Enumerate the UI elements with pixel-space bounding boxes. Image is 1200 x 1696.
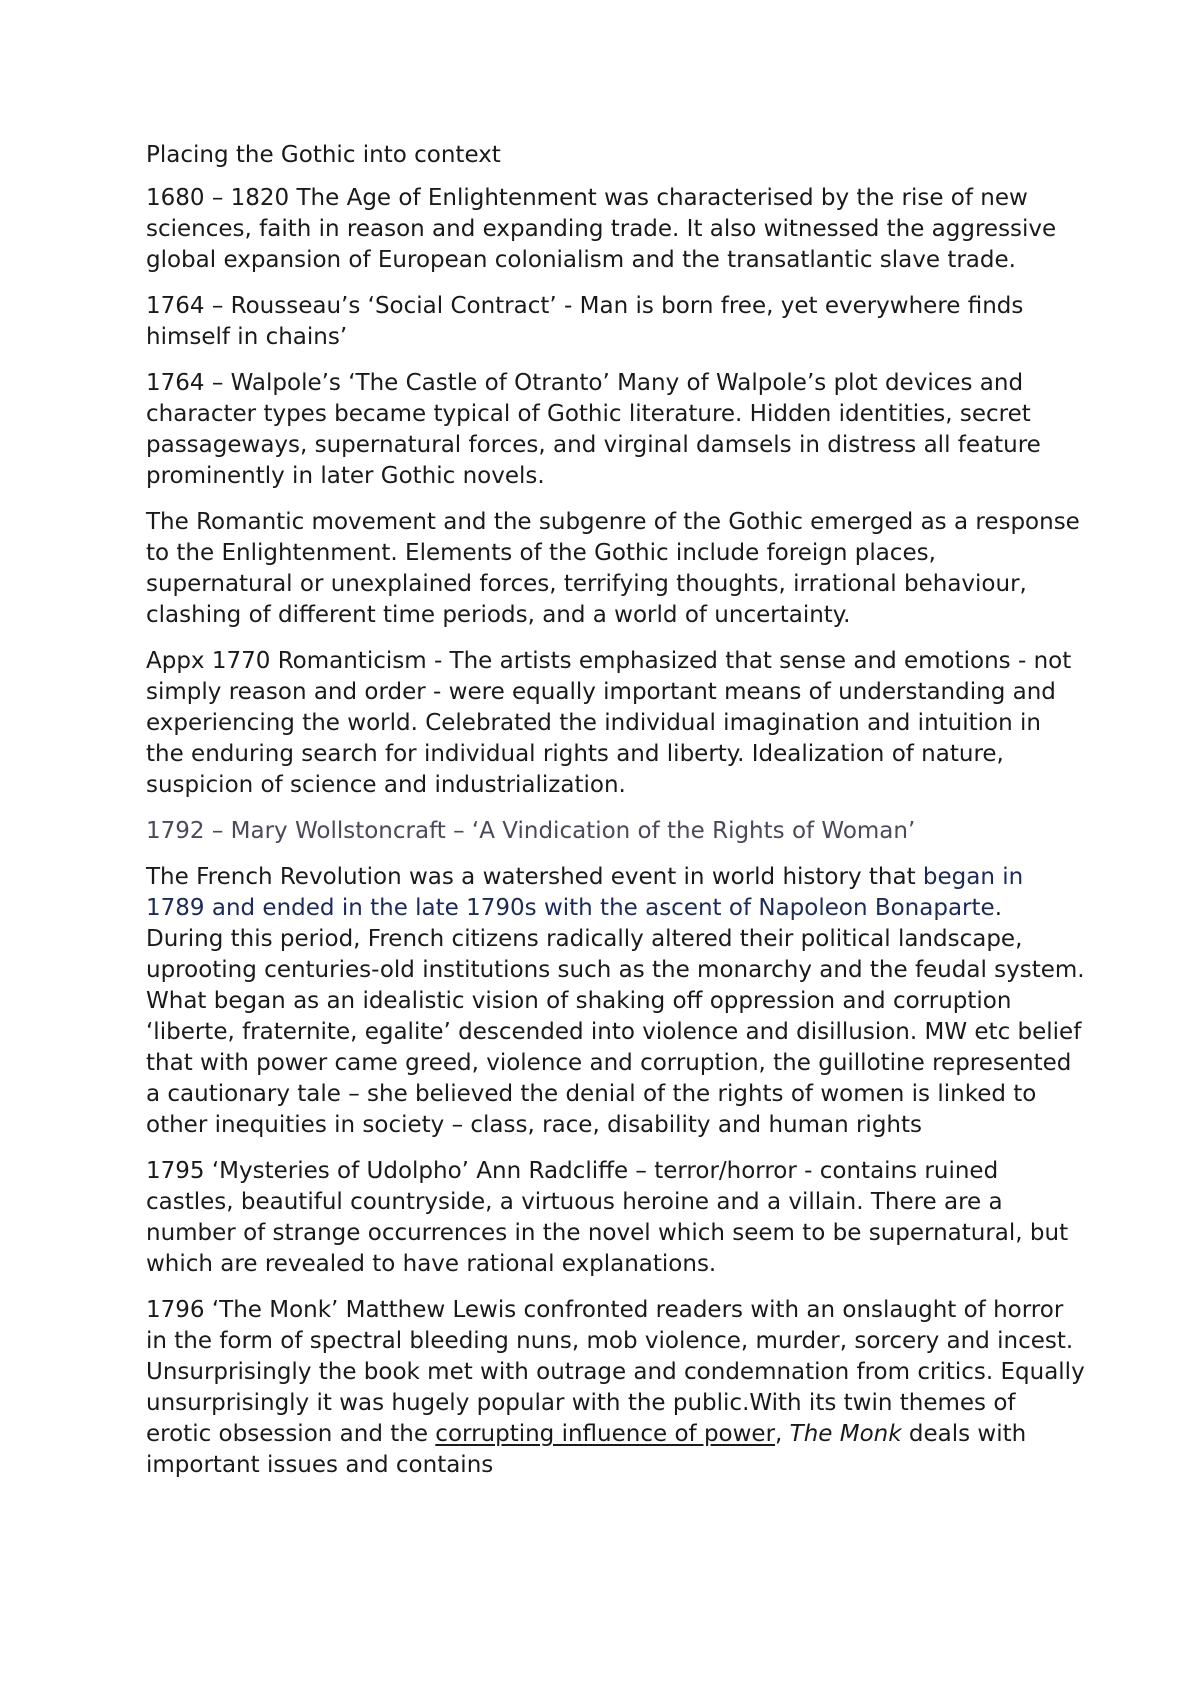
paragraph-rousseau: 1764 – Rousseau’s ‘Social Contract’ - Man is born free, yet everywhere finds himself in chains’ <box>146 293 1024 350</box>
the-monk-text-3: deals with important issues and contains <box>146 1421 1027 1478</box>
paragraph-wollstonecraft: 1792 – Mary Wollstoncraft – ‘A Vindication of the Rights of Woman’ <box>146 818 916 844</box>
document-page <box>146 140 1086 1496</box>
paragraph-enlightenment: 1680 – 1820 The Age of Enlightenment was characterised by the rise of new sciences, faith in reason and expanding trade. It also witnessed the aggressive global expansion of European colonialism and the transatlantic slave trade. <box>146 185 1057 273</box>
paragraph-romanticism: Appx 1770 Romanticism - The artists emphasized that sense and emotions - not simply reason and order - were equally important means of understanding and experiencing the world. Celebrated the individual imagination and intuition in the enduring search for individual rights and liberty. Idealization of nature, suspicion of science and industrialization. <box>146 648 1072 798</box>
the-monk-text-1: 1796 ‘The Monk’ Matthew Lewis confronted readers with an onslaught of horror in the form of spectral bleeding nuns, mob violence, murder, sorcery and incest. Unsurprisingly the book met with outrage and condemnation from critics. Equally unsurprisingly it was hugely popular with the public.With its twin themes of erotic obsession and the <box>146 1297 1085 1447</box>
paragraph-udolpho: 1795 ‘Mysteries of Udolpho’ Ann Radcliffe – terror/horror - contains ruined castles, beautiful countryside, a virtuous heroine and a villain. There are a number of strange occurrences in the novel which seem to be supernatural, but which are revealed to have rational explanations. <box>146 1158 1069 1277</box>
french-revolution-text-1: The French Revolution was a watershed event in world history that <box>146 864 923 890</box>
paragraph-romantic-movement: The Romantic movement and the subgenre of the Gothic emerged as a response to the Enlightenment. Elements of the Gothic include foreign places, supernatural or unexplained forces, terrifying thoughts, irrational behaviour, clashing of different time periods, and a world of uncertainty. <box>146 509 1080 628</box>
paragraph-walpole: 1764 – Walpole’s ‘The Castle of Otranto’ Many of Walpole’s plot devices and character types became typical of Gothic literature. Hidden identities, secret passageways, supernatural forces, and virginal damsels in distress all feature prominently in later Gothic novels. <box>146 370 1041 489</box>
the-monk-title: The Monk <box>789 1421 902 1447</box>
paragraph-the-monk <box>146 1295 1086 1481</box>
paragraph-french-revolution <box>146 862 1086 1141</box>
french-revolution-text-2: . During this period, French citizens radically altered their political landscape, uprooting centuries-old institutions such as the monarchy and the feudal system. What began as an idealistic vision of shaking off oppression and corruption ‘liberte, fraternite, egalite’ descended into violence and disillusion. MW etc belief that with power came greed, violence and corruption, the guillotine represented a cautionary tale – she believed the denial of the rights of women is linked to other inequities in society – class, race, disability and human rights <box>146 895 1085 1138</box>
french-revolution-dates: began in 1789 and ended in the late 1790s with the ascent of Napoleon Bonaparte <box>146 864 1024 921</box>
the-monk-text-2: , <box>775 1421 790 1447</box>
corrupting-influence-link[interactable]: corrupting influence of power <box>435 1421 776 1447</box>
document-title: Placing the Gothic into context <box>146 142 501 168</box>
